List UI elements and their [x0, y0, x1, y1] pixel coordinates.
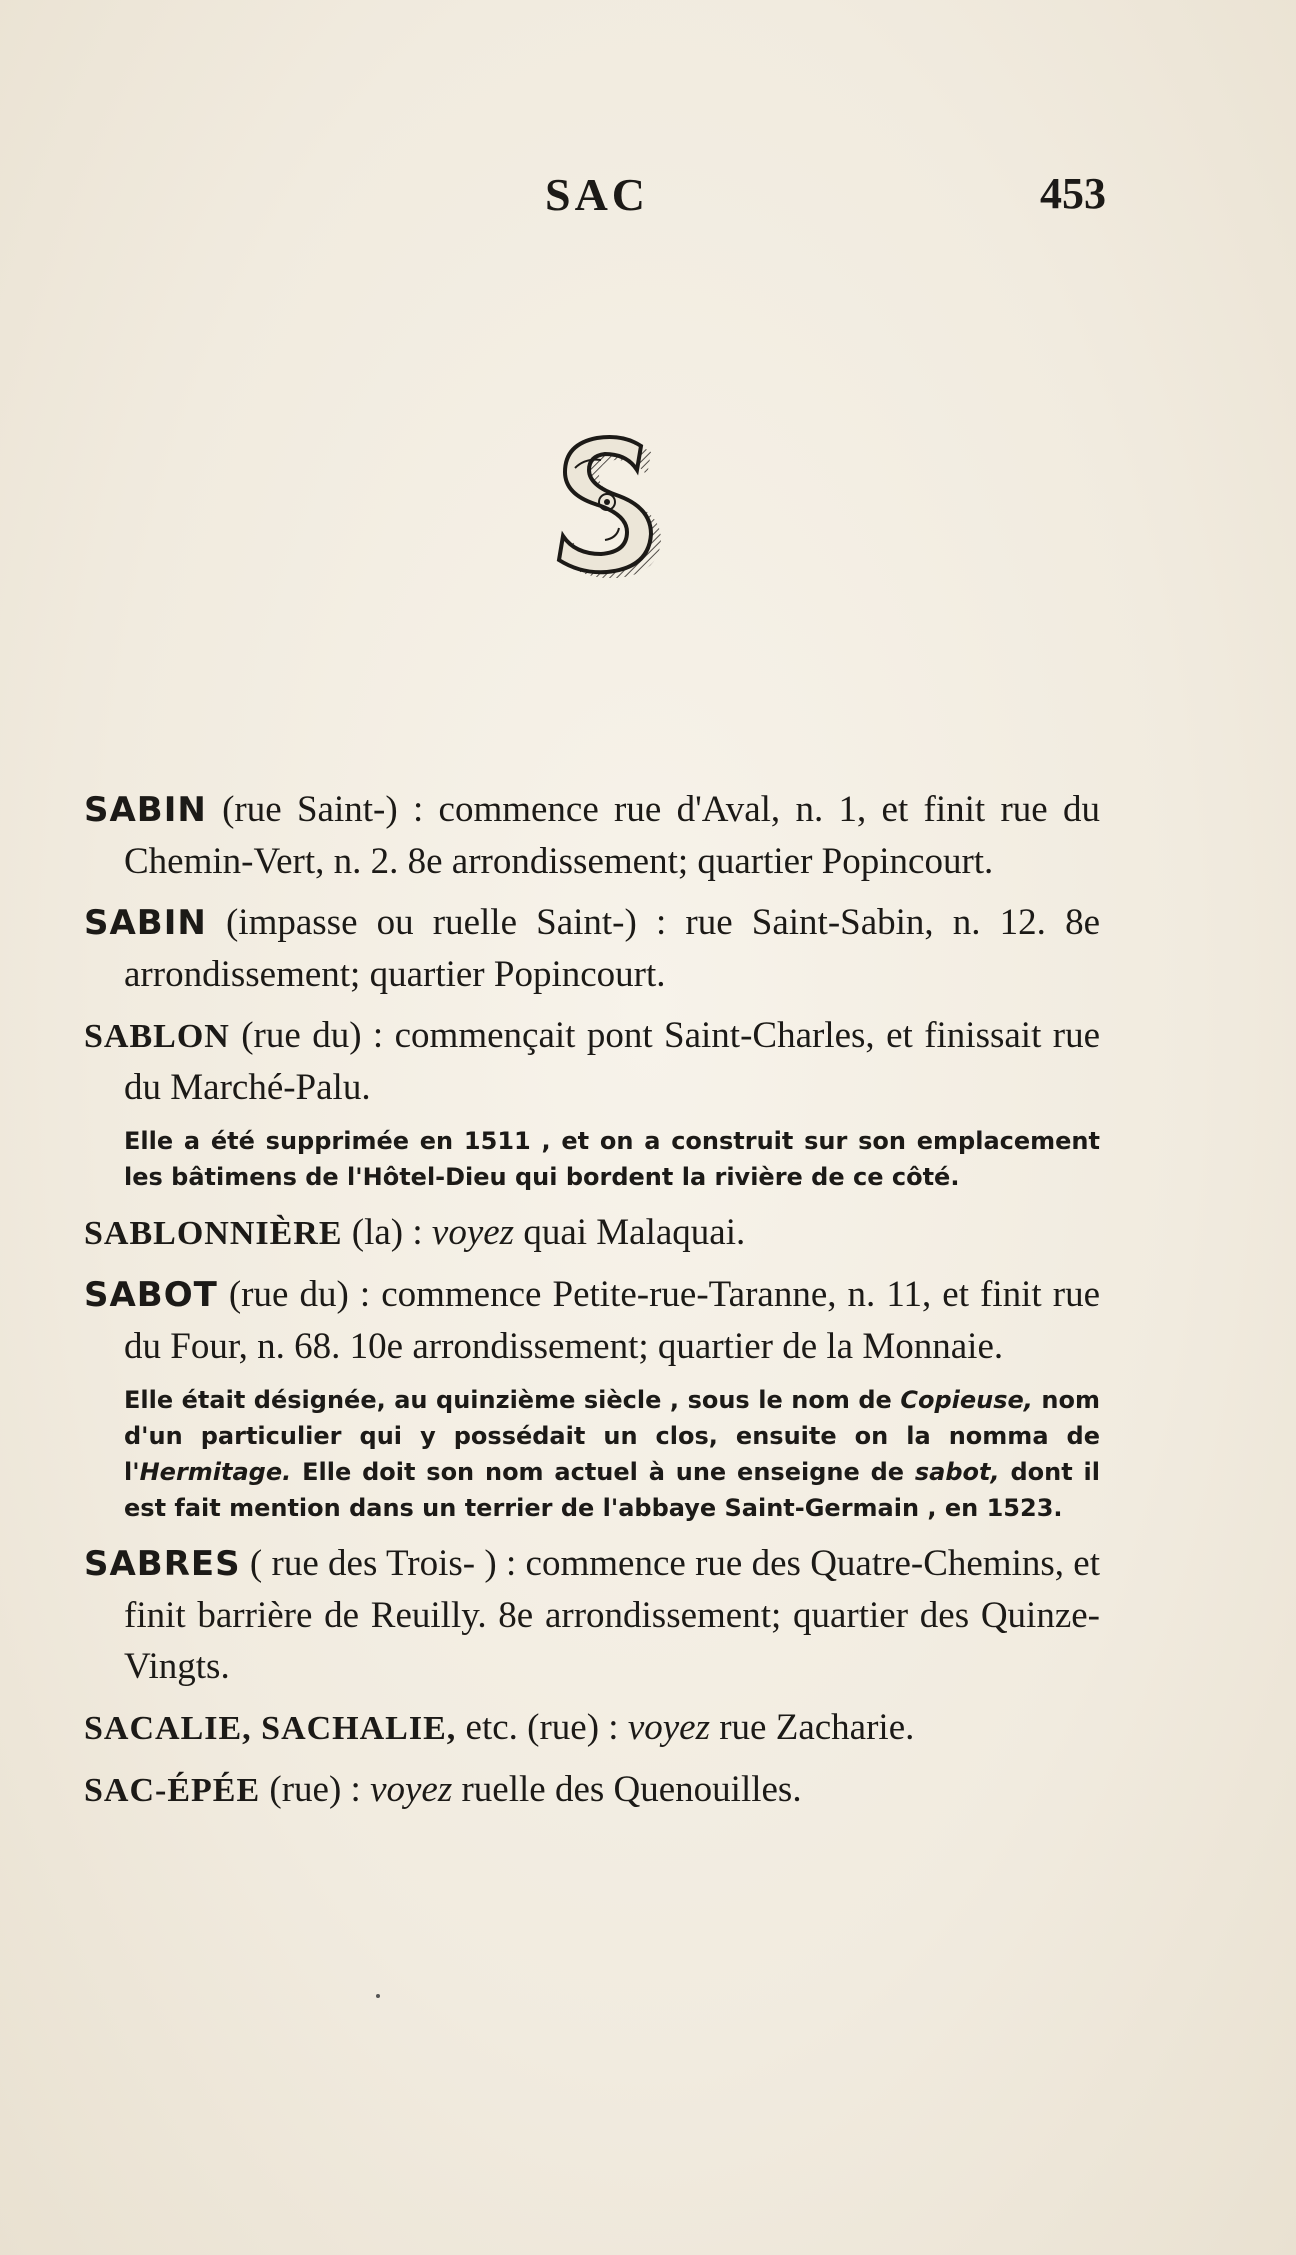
- note-text: dont il est fait mention dans un terrier de l'abbaye Saint-Germain , en 1523.: [124, 1458, 1100, 1522]
- entry-headword: SACALIE, SACHALIE,: [84, 1710, 457, 1747]
- entry-headword: SABLON: [84, 1018, 230, 1055]
- entry-see-ref: voyez: [431, 1212, 515, 1253]
- entry-sabin-impasse: [84, 897, 1100, 1000]
- running-head: SAC: [545, 169, 650, 220]
- page-header: [0, 168, 1296, 228]
- entry-sablon: [84, 1010, 1100, 1113]
- entry-text: (rue du) : commençait pont Saint-Charles, et finissait rue du Marché-Palu.: [124, 1015, 1100, 1108]
- entry-sabot: [84, 1269, 1100, 1372]
- entry-text: rue Zacharie.: [709, 1707, 915, 1748]
- note-italic: Copieuse,: [900, 1386, 1033, 1414]
- entry-sabres: [84, 1538, 1100, 1692]
- entry-note-sablon: Elle a été supprimée en 1511 , et on a construit sur son emplacement les bâtimens de l'Hôtel-Dieu qui bordent la rivière de ce côté.: [124, 1127, 1100, 1191]
- page-number: 453: [1040, 169, 1106, 218]
- entry-text: etc. (rue) :: [456, 1707, 628, 1748]
- entry-text: (impasse ou ruelle Saint-) : rue Saint-Sabin, n. 12. 8e arrondissement; quartier Popincourt.: [124, 902, 1100, 995]
- entry-headword: SABIN: [84, 790, 207, 830]
- gazetteer-entries: [84, 784, 1100, 1826]
- ornamental-s-icon: [545, 428, 675, 578]
- stray-ink-dot: [376, 1994, 380, 1998]
- entry-text: quai Malaquai.: [514, 1212, 746, 1253]
- entry-headword: SABLONNIÈRE: [84, 1215, 343, 1252]
- note-italic: sabot,: [914, 1458, 1000, 1486]
- entry-see-ref: voyez: [627, 1707, 710, 1748]
- entry-text: ( rue des Trois- ) : commence rue des Quatre-Chemins, et finit barrière de Reuilly. 8e arrondissement; quartier des Quinze-Vingts.: [124, 1543, 1100, 1687]
- entry-headword: SAC-ÉPÉE: [84, 1772, 261, 1809]
- entry-see-ref: voyez: [370, 1769, 453, 1810]
- entry-headword: SABRES: [84, 1544, 241, 1584]
- entry-text: ruelle des Quenouilles.: [452, 1769, 802, 1810]
- decorated-initial-s: [545, 428, 675, 578]
- entry-sac-epee: [84, 1764, 1100, 1816]
- note-text: Elle était désignée, au quinzième siècle , sous le nom de: [124, 1386, 901, 1414]
- note-italic: Hermitage.: [139, 1458, 292, 1486]
- entry-sablonniere: [84, 1207, 1100, 1259]
- entry-text: (la) :: [342, 1212, 432, 1253]
- entry-sacalie: [84, 1702, 1100, 1754]
- entry-headword: SABIN: [84, 903, 207, 943]
- note-text: Elle doit son nom actuel à une enseigne de: [291, 1458, 915, 1486]
- entry-text: (rue du) : commence Petite-rue-Taranne, n. 11, et finit rue du Four, n. 68. 10e arrondissement; quartier de la Monnaie.: [124, 1274, 1100, 1367]
- entry-text: (rue Saint-) : commence rue d'Aval, n. 1, et finit rue du Chemin-Vert, n. 2. 8e arrondissement; quartier Popincourt.: [124, 789, 1100, 882]
- entry-headword: SABOT: [84, 1275, 218, 1315]
- entry-sabin-rue: [84, 784, 1100, 887]
- entry-text: (rue) :: [260, 1769, 371, 1810]
- entry-note-sabot: [84, 1382, 1100, 1526]
- note-text: nom d'un particulier qui y possédait un clos, ensuite on la nomma de l': [124, 1386, 1101, 1486]
